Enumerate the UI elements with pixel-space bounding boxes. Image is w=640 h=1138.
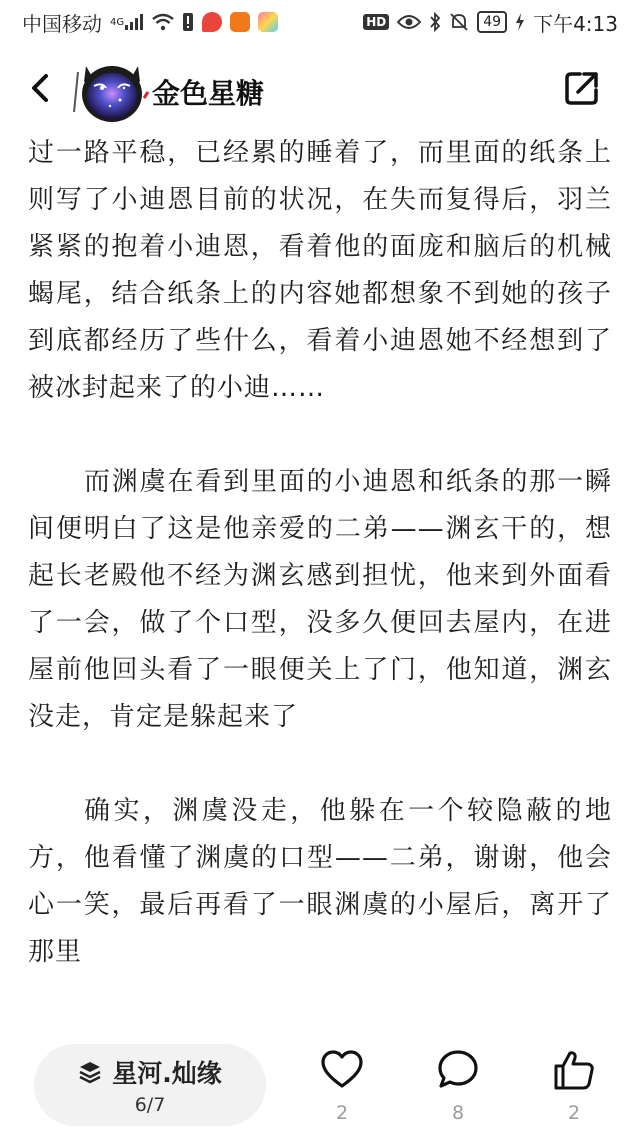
thumbs-up-button[interactable] [544, 1048, 604, 1124]
article-paragraph: 过一路平稳，已经累的睡着了，而里面的纸条上则写了小迪恩目前的状况，在失而复得后，羽兰紧紧的抱着小迪恩，看着他的面庞和脑后的机械蝎尾，结合纸条上的内容她都想象不到她的孩子到底都经历了些什么，看着小迪恩她不经想到了被冰封起来了的小迪…… [28, 138, 612, 403]
signal-icon [110, 13, 144, 31]
heart-icon [320, 1048, 364, 1092]
status-bar [0, 0, 640, 44]
battery-indicator: 49 [477, 11, 507, 33]
back-button[interactable] [22, 68, 62, 108]
charging-icon [515, 12, 525, 32]
thumbs-up-count: 2 [567, 1102, 581, 1124]
layers-icon [78, 1060, 102, 1084]
article-paragraph: 确实，渊虞没走，他躲在一个较隐蔽的地方，他看懂了渊虞的口型——二弟，谢谢，他会心一笑，最后再看了一眼渊虞的小屋后，离开了那里 [28, 796, 612, 967]
bluetooth-icon [429, 12, 441, 32]
like-button[interactable] [312, 1048, 372, 1124]
thumbs-up-icon [552, 1048, 596, 1092]
clock: 下午4:13 [533, 11, 618, 36]
comment-button[interactable] [428, 1048, 488, 1124]
wifi-icon [152, 13, 174, 31]
mute-bell-icon [449, 12, 469, 32]
article-paragraph: 而渊虞在看到里面的小迪恩和纸条的那一瞬间便明白了这是他亲爱的二弟——渊玄干的，想起长老殿他不经为渊玄感到担忧，他来到外面看了一会，做了个口型，没多久便回去屋内，在进屋前他回头看了一眼便关上了门，他知道，渊玄没走，肯定是躲起来了 [28, 467, 612, 732]
comment-icon [436, 1048, 480, 1092]
collection-page-indicator: 6/7 [134, 1094, 166, 1116]
collection-title: 星河.灿缘 [112, 1059, 222, 1088]
video-app-icon [230, 12, 250, 32]
network-label: 4G [110, 16, 125, 28]
store-app-icon [258, 12, 278, 32]
share-button[interactable] [562, 68, 602, 108]
like-count: 2 [335, 1102, 349, 1124]
post-header [0, 50, 640, 130]
app-notification-icon [202, 12, 222, 32]
article-body [28, 130, 612, 1010]
eye-icon [397, 14, 421, 30]
hd-badge: HD [363, 14, 389, 30]
back-arrow-icon [22, 68, 62, 108]
share-icon [562, 68, 602, 108]
author-avatar[interactable] [72, 52, 152, 128]
collection-button[interactable] [34, 1044, 266, 1126]
bottom-action-bar [0, 1010, 640, 1138]
carrier-label: 中国移动 [22, 11, 102, 36]
comment-count: 8 [451, 1102, 465, 1124]
author-name[interactable]: 金色星糖 [152, 77, 265, 110]
alert-icon [182, 12, 194, 32]
